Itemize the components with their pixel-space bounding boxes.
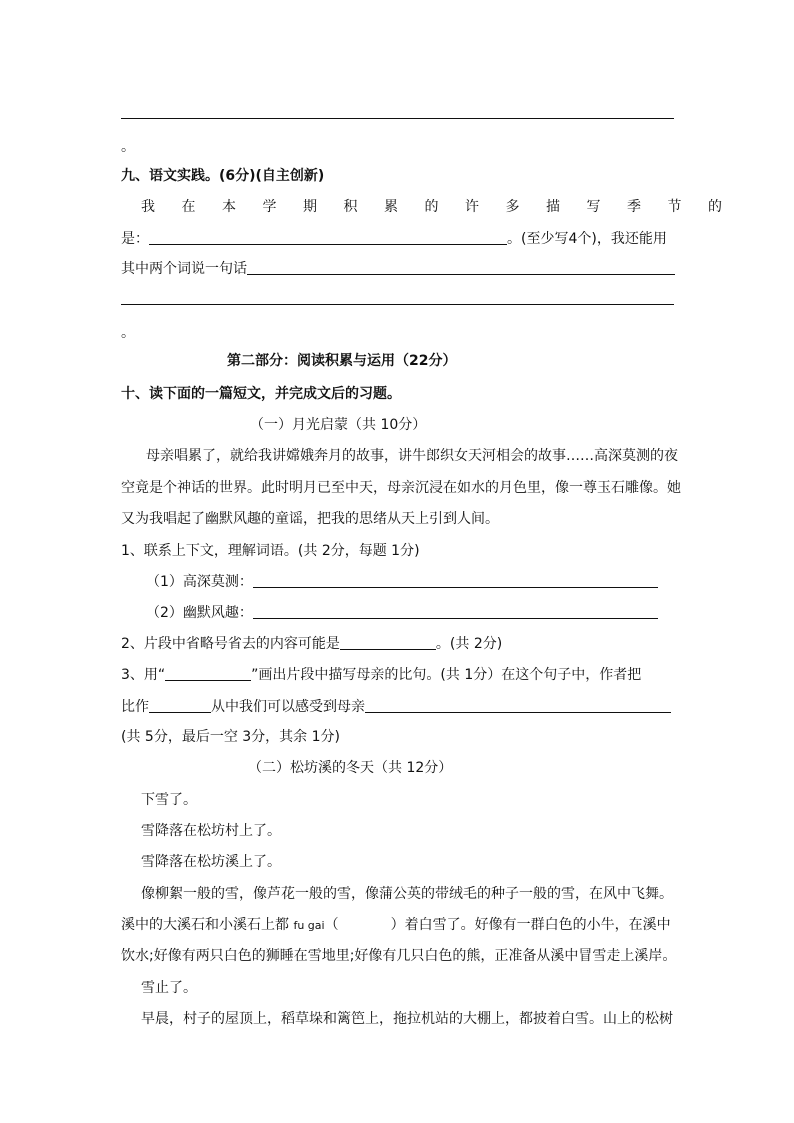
text: 。(至少写4个)，我还能用: [507, 231, 667, 247]
section-9-tail: 。: [121, 139, 135, 155]
question-3-line-3: (共 5分，最后一空 3分，其余 1分): [121, 729, 340, 745]
passage-2-paragraph: 早晨，村子的屋顶上，稻草垛和篱笆上，拖拉机站的大棚上，都披着白雪。山上的松树: [141, 1011, 673, 1027]
question-3: [121, 666, 641, 684]
section-9-line-1: 我在本学期积累的许多描写季节的: [141, 199, 749, 215]
passage-2-paragraph: [121, 916, 671, 935]
answer-line[interactable]: [121, 118, 674, 119]
answer-blank[interactable]: [253, 573, 658, 588]
passage-2-title: （二）松坊溪的冬天（共 12分）: [248, 760, 453, 776]
text: 从中我们可以感受到母亲: [211, 699, 365, 715]
passage-1-line: 又为我唱起了幽默风趣的童谣，把我的思绪从天上引到人间。: [121, 511, 499, 527]
text: 比作: [121, 699, 149, 715]
passage-1-line: 母亲唱累了，就给我讲嫦娥奔月的故事，讲牛郎织女天河相会的故事……高深莫测的夜: [146, 448, 678, 464]
passage-2-paragraph: 雪降落在松坊溪上了。: [141, 854, 281, 870]
section-9-tail: 。: [121, 325, 135, 341]
text: 3、用“: [121, 667, 166, 683]
passage-2-paragraph: 下雪了。: [141, 792, 197, 808]
passage-1-line: 空竟是个神话的世界。此时明月已至中天，母亲沉浸在如水的月色里，像一尊玉石雕像。她: [121, 480, 681, 496]
passage-2-paragraph: 像柳絮一般的雪，像芦花一般的雪，像蒲公英的带绒毛的种子一般的雪，在风中飞舞。: [141, 886, 673, 902]
answer-blank[interactable]: [247, 260, 675, 275]
pinyin: fu gai: [293, 919, 325, 932]
passage-2-paragraph: 饮水;好像有两只白色的狮睡在雪地里;好像有几只白色的熊，正准备从溪中冒雪走上溪岸。: [121, 948, 677, 964]
section-10-heading: 十、读下面的一篇短文，并完成文后的习题。: [121, 386, 401, 402]
answer-blank[interactable]: [253, 604, 658, 619]
text: （: [324, 917, 339, 933]
section-9-line-2: [121, 230, 667, 248]
question-3-line-2: [121, 698, 671, 716]
answer-line[interactable]: [121, 304, 674, 305]
text: 2、片段中省略号省去的内容可能是: [121, 636, 340, 652]
section-9-heading: 九、语文实践。(6分)(自主创新): [121, 168, 325, 184]
text: 。(共 2分): [435, 636, 503, 652]
text: （2）幽默风趣：: [146, 605, 253, 621]
question-2: [121, 635, 502, 653]
passage-2-paragraph: 雪止了。: [141, 980, 197, 996]
text: ”画出片段中描写母亲的比句。(共 1分）在这个句子中，作者把: [251, 667, 642, 683]
answer-blank[interactable]: [149, 230, 507, 245]
question-1b: [146, 604, 658, 622]
text: 溪中的大溪石和小溪石上都: [121, 917, 289, 933]
passage-2-paragraph: 雪降落在松坊村上了。: [141, 823, 281, 839]
question-1a: [146, 573, 658, 591]
answer-blank[interactable]: [340, 635, 436, 650]
text: 着白雪了。好像有一群白色的小牛，在溪中: [404, 917, 671, 933]
text: （1）高深莫测：: [146, 574, 253, 590]
passage-1-title: （一）月光启蒙（共 10分）: [250, 417, 427, 433]
text: 其中两个词说一句话: [121, 261, 247, 277]
answer-blank[interactable]: [365, 698, 671, 713]
section-9-line-3: [121, 260, 675, 278]
text: ）: [390, 917, 405, 933]
question-1: 1、联系上下文，理解词语。(共 2分，每题 1分): [121, 543, 420, 559]
part-2-title: 第二部分：阅读积累与运用（22分）: [227, 353, 457, 369]
answer-blank[interactable]: [149, 698, 211, 713]
text: 是：: [121, 231, 149, 247]
answer-blank[interactable]: [165, 666, 251, 681]
